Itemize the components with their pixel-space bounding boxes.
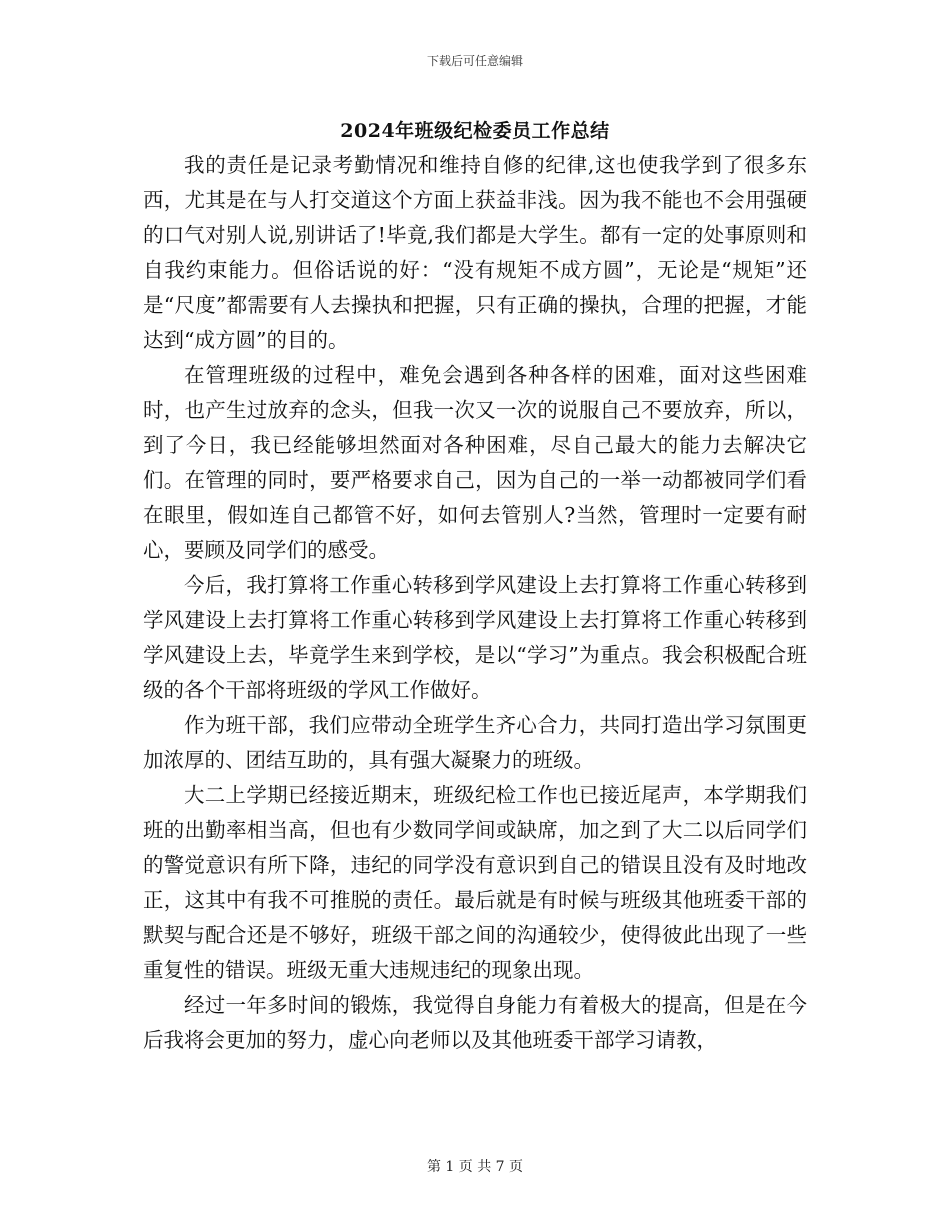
- paragraph: 我的责任是记录考勤情况和维持自修的纪律,这也使我学到了很多东西，尤其是在与人打交道这个方面上获益非浅。因为我不能也不会用强硬的口气对别人说,别讲话了!毕竟,我们都是大学生。都有一定的处事原则和自我约束能力。但俗话说的好：“没有规矩不成方圆”，无论是“规矩”还是“尺度”都需要有人去操执和把握，只有正确的操执，合理的把握，才能达到“成方圆”的目的。: [143, 153, 807, 352]
- document-body: [143, 148, 807, 1058]
- paragraph: 今后，我打算将工作重心转移到学风建设上去打算将工作重心转移到学风建设上去打算将工作重心转移到学风建设上去打算将工作重心转移到学风建设上去，毕竟学生来到学校，是以“学习”为重点。我会积极配合班级的各个干部将班级的学风工作做好。: [143, 573, 807, 702]
- paragraph: 作为班干部，我们应带动全班学生齐心合力，共同打造出学习氛围更加浓厚的、团结互助的，具有强大凝聚力的班级。: [143, 713, 807, 772]
- document-title: 2024年班级纪检委员工作总结: [340, 120, 610, 142]
- paragraph: 在管理班级的过程中，难免会遇到各种各样的困难，面对这些困难时，也产生过放弃的念头，但我一次又一次的说服自己不要放弃，所以，到了今日，我已经能够坦然面对各种困难，尽自己最大的能力去解决它们。在管理的同时，要严格要求自己，因为自己的一举一动都被同学们看在眼里，假如连自己都管不好，如何去管别人?当然，管理时一定要有耐心，要顾及同学们的感受。: [143, 363, 807, 562]
- paragraph: 大二上学期已经接近期末，班级纪检工作也已接近尾声，本学期我们班的出勤率相当高，但也有少数同学间或缺席，加之到了大二以后同学们的警觉意识有所下降，违纪的同学没有意识到自己的错误且没有及时地改正，这其中有我不可推脱的责任。最后就是有时候与班级其他班委干部的默契与配合还是不够好，班级干部之间的沟通较少，使得彼此出现了一些重复性的错误。班级无重大违规违纪的现象出现。: [143, 783, 807, 982]
- page-footer: 第 1 页 共 7 页: [426, 1159, 524, 1175]
- paragraph: 经过一年多时间的锻炼，我觉得自身能力有着极大的提高，但是在今后我将会更加的努力，虚心向老师以及其他班委干部学习请教，: [143, 993, 807, 1052]
- page-header-note: 下载后可任意编辑: [426, 54, 523, 68]
